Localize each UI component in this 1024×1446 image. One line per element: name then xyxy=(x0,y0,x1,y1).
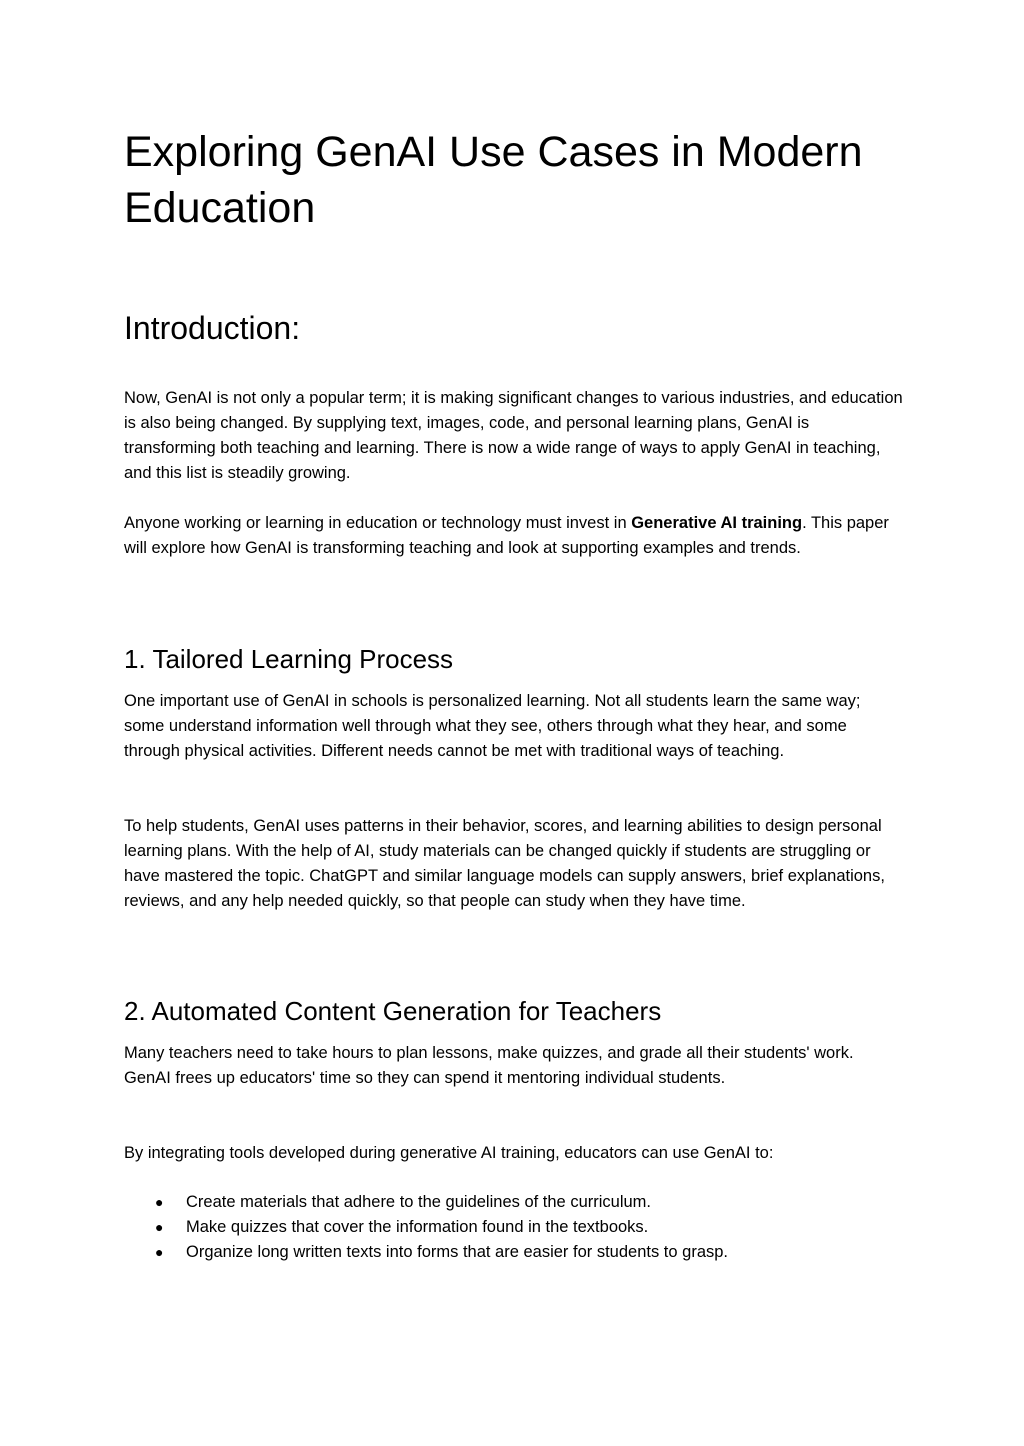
intro-paragraph-2-text-after: . This paper will explore how GenAI is transforming teaching and look at supporting examples and trends. xyxy=(124,514,889,557)
intro-paragraph-2-bold: Generative AI training xyxy=(631,514,803,532)
section-2-heading: 2. Automated Content Generation for Teachers xyxy=(124,996,662,1026)
intro-paragraph-2-text-before: Anyone working or learning in education or technology must invest in xyxy=(124,514,632,532)
section-2-paragraph-2: By integrating tools developed during generative AI training, educators can use GenAI to: xyxy=(124,1144,774,1162)
list-item xyxy=(124,1240,904,1265)
bullet-icon: ● xyxy=(155,1219,164,1235)
list-item xyxy=(124,1215,904,1240)
list-item-text: Organize long written texts into forms that are easier for students to grasp. xyxy=(186,1243,729,1261)
section-1-paragraph-2: To help students, GenAI uses patterns in their behavior, scores, and learning abilities to design personal learning plans. With the help of AI, study materials can be changed quickly if students are struggling or have mastered the topic. ChatGPT and similar language models can supply answers, brief explanations, reviews, and any help needed quickly, so that people can study when they have time. xyxy=(124,817,885,910)
section-1-heading: 1. Tailored Learning Process xyxy=(124,644,454,674)
section-2-bullet-list xyxy=(124,1190,904,1265)
list-item-text: Make quizzes that cover the information found in the textbooks. xyxy=(186,1218,649,1236)
section-2-paragraph-1: Many teachers need to take hours to plan lessons, make quizzes, and grade all their students' work. GenAI frees up educators' time so they can spend it mentoring individual students. xyxy=(124,1044,854,1087)
bullet-icon: ● xyxy=(155,1194,164,1210)
intro-paragraph-2 xyxy=(124,511,904,561)
bullet-icon: ● xyxy=(155,1244,164,1260)
intro-heading: Introduction: xyxy=(124,310,301,346)
section-1-paragraph-1: One important use of GenAI in schools is personalized learning. Not all students learn the same way; some understand information well through what they see, others through what they hear, and some through physical activities. Different needs cannot be met with traditional ways of teaching. xyxy=(124,692,861,760)
intro-paragraph-1: Now, GenAI is not only a popular term; it is making significant changes to various industries, and education is also being changed. By supplying text, images, code, and personal learning plans, GenAI is transforming both teaching and learning. There is now a wide range of ways to apply GenAI in teaching, and this list is steadily growing. xyxy=(124,389,903,482)
list-item xyxy=(124,1190,904,1215)
list-item-text: Create materials that adhere to the guidelines of the curriculum. xyxy=(186,1193,651,1211)
document-title: Exploring GenAI Use Cases in Modern Education xyxy=(124,128,863,232)
